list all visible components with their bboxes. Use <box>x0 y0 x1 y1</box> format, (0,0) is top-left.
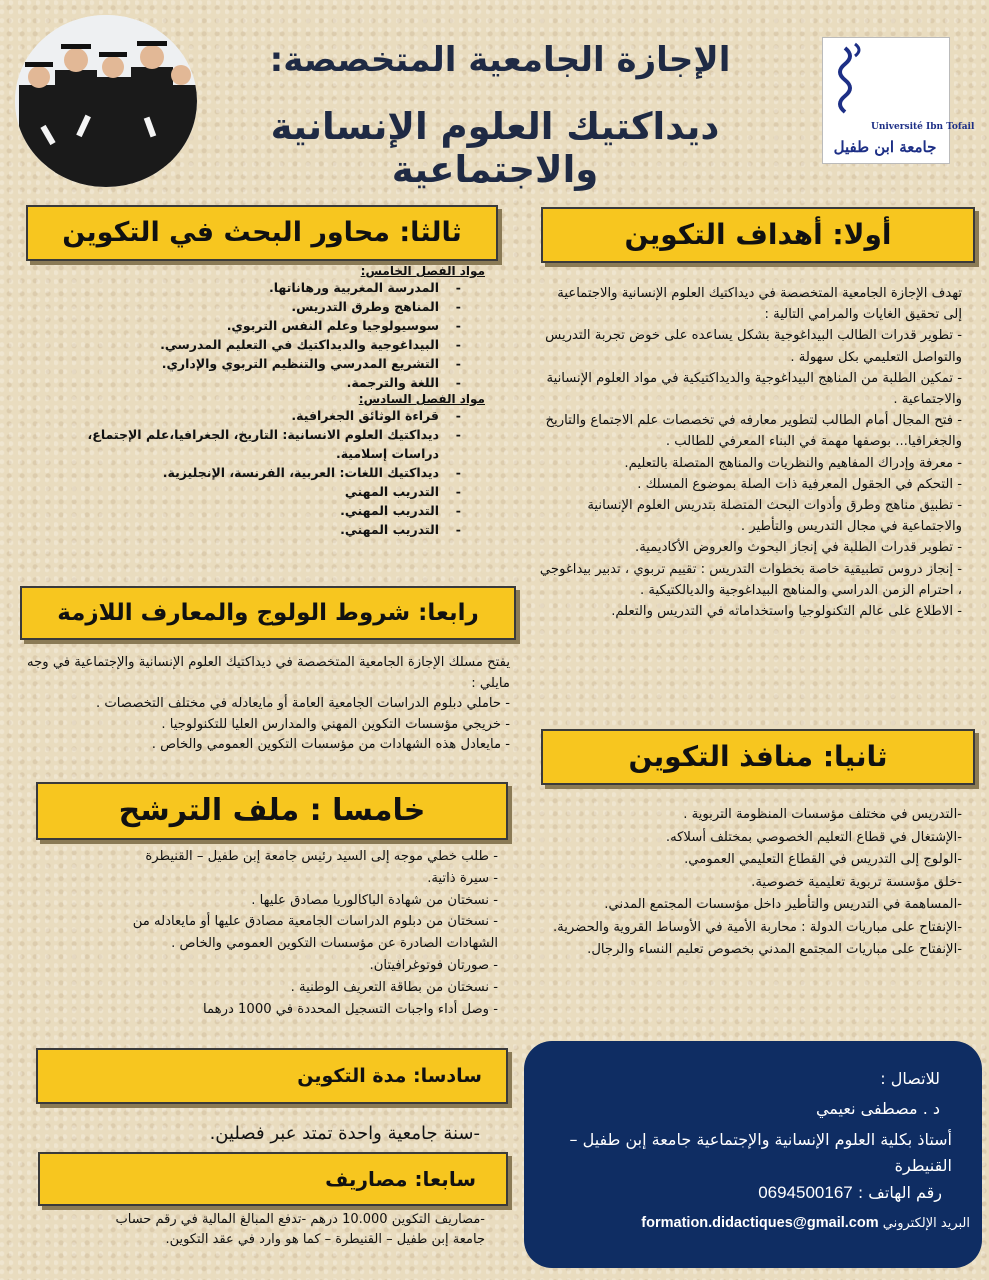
contact-card <box>524 1041 982 1268</box>
section-outlets-heading: ثانيا: منافذ التكوين <box>541 729 975 785</box>
semester6-item: - قراءة الوثائق الجغرافية. <box>40 406 465 425</box>
semester5-item: - البيداغوجية والديداكتيك في التعليم المدرسي. <box>40 335 465 354</box>
phone-label: رقم الهاتف : <box>857 1183 942 1202</box>
objective-item: - تطوير قدرات الطالب البيداغوجية بشكل يساعده على خوض تجربة التدريس والتواصل التعليمي بكل سهولة . <box>545 328 962 365</box>
page-title-line1: الإجازة الجامعية المتخصصة: <box>269 40 731 80</box>
outlet-item: -الولوج إلى التدريس في القطاع التعليمي العمومي. <box>684 852 962 867</box>
outlet-item: -الإنفتاح على مباريات المجتمع المدني بخصوص تعليم النساء والرجال. <box>587 942 962 957</box>
duration-heading-text: سادسا: مدة التكوين <box>297 1065 482 1087</box>
section-application-heading: خامسا : ملف الترشح <box>36 782 508 840</box>
email-label: البريد الإلكتروني <box>882 1216 970 1231</box>
semester5-item: - المناهج وطرق التدريس. <box>40 297 465 316</box>
email-address[interactable]: formation.didactiques@gmail.com <box>641 1215 879 1231</box>
section-research-heading: ثالثا: محاور البحث في التكوين <box>26 205 498 261</box>
admission-conditions <box>5 653 510 756</box>
semester5-item: - المدرسة المغربية ورهاناتها. <box>40 278 465 297</box>
outlet-item: -المساهمة في التدريس والتأطير داخل مؤسسات المجتمع المدني. <box>604 897 962 912</box>
contact-phone-row <box>758 1183 942 1203</box>
semester5-item: - سوسيولوجيا وعلم النفس التربوي. <box>40 316 465 335</box>
contact-label: للاتصال : <box>880 1069 940 1088</box>
research-axes <box>40 264 485 539</box>
outlet-item: -التدريس في مختلف مؤسسات المنظومة التربوية . <box>683 807 962 822</box>
objective-item: - إنجاز دروس تطبيقية خاصة بخطوات التدريس : تقييم تربوي ، تدبير بيداغوجي ، احترام الزمن الدراسي والمناهج البيداغوجية والديالكتيكية . <box>539 561 962 598</box>
application-file-list <box>90 846 498 1020</box>
contact-name: د . مصطفى نعيمي <box>815 1099 940 1118</box>
semester6-item: - التدريب المهني. <box>40 520 465 539</box>
admission-item: يفتح مسلك الإجازة الجامعية المتخصصة في ديداكتيك العلوم الإنسانية والإجتماعية في وجه مايلي : <box>27 655 510 691</box>
semester5-item: - التشريع المدرسي والتنظيم التربوي والإداري. <box>40 354 465 373</box>
application-item: - وصل أداء واجبات التسجيل المحددة في 1000 درهما <box>203 1001 498 1017</box>
contact-role: أستاذ بكلية العلوم الإنسانية والإجتماعية جامعة إبن طفيل – القنيطرة <box>569 1130 952 1175</box>
fees-text: -مصاريف التكوين 10.000 درهم -تدفع المبالغ المالية في رقم حساب جامعة إبن طفيل – القنيطرة – كما هو وارد في عقد التكوين. <box>115 1212 485 1247</box>
semester5-item: - اللغة والترجمة. <box>40 373 465 392</box>
objective-item: - التحكم في الحقول المعرفية ذات الصلة بموضوع المسلك . <box>637 476 962 492</box>
section-admission-heading: رابعا: شروط الولوج والمعارف اللازمة <box>20 586 516 640</box>
logo-arabic-text: جامعة ابن طفيل <box>833 138 937 156</box>
application-item: - نسختان من بطاقة التعريف الوطنية . <box>290 979 498 995</box>
section-duration-heading <box>36 1048 508 1104</box>
duration-text: -سنة جامعية واحدة تمتد عبر فصلين. <box>209 1123 480 1144</box>
objective-item: - معرفة وإدراك المفاهيم والنظريات والمناهج المتصلة بالتعليم. <box>624 455 962 471</box>
semester6-item: - التدريب المهني <box>40 482 465 501</box>
section-fees-heading <box>38 1152 508 1206</box>
admission-item: - حاملي دبلوم الدراسات الجامعية العامة أو مايعادله في مختلف التخصصات . <box>95 696 510 711</box>
semester5-title: مواد الفصل الخامس: <box>360 264 485 278</box>
graduates-photo <box>15 15 197 187</box>
objective-item: - تمكين الطلبة من المناهج البيداغوجية والديداكتيكية في مواد العلوم الإنسانية والاجتماعية . <box>546 370 962 408</box>
section-objectives-heading: أولا: أهداف التكوين <box>541 207 975 263</box>
application-item: - طلب خطي موجه إلى السيد رئيس جامعة إبن طفيل – القنيطرة <box>145 849 498 864</box>
semester6-item: - التدريب المهني. <box>40 501 465 520</box>
semester6-item: - ديداكتيك العلوم الانسانية: التاريخ، الجغرافيا،علم الإجتماع، دراسات إسلامية. <box>40 425 465 463</box>
semester6-item: - ديداكتيك اللغات: العربية، الفرنسة، الإنجليزية. <box>40 463 465 482</box>
fees-heading-text: سابعا: مصاريف <box>325 1167 476 1191</box>
objectives-list <box>537 283 962 622</box>
objective-item: - الاطلاع على عالم التكنولوجيا واستخداماته في التدريس والتعلم. <box>611 604 962 620</box>
outlets-list <box>537 804 962 962</box>
university-logo <box>822 37 975 164</box>
objective-item: - فتح المجال أمام الطالب لتطوير معارفه في تخصصات علم الاجتماع والتاريخ والجغرافيا... بوصفها مهمة في البناء المعرفي للطالب . <box>545 413 962 450</box>
admission-item: - خريجي مؤسسات التكوين المهني والمدارس العليا للتكنولوجيا . <box>161 716 510 732</box>
application-item: - سيرة ذاتية. <box>427 870 498 886</box>
admission-item: - مايعادل هذه الشهادات من مؤسسات التكوين العمومي والخاص . <box>151 737 510 752</box>
outlet-item: -الإشتغال في قطاع التعليم الخصوصي بمختلف أسلاكه. <box>665 829 962 845</box>
page-title-line2: ديداكتيك العلوم الإنسانية والاجتماعية <box>270 105 720 191</box>
application-item: - نسختان من شهادة الباكالوريا مصادق عليها . <box>251 892 498 908</box>
contact-email-row <box>641 1215 970 1231</box>
application-item: - صورتان فوتوغرافيتان. <box>369 957 498 973</box>
semester6-title: مواد الفصل السادس: <box>358 392 485 406</box>
objective-item: - تطوير قدرات الطلبة في إنجاز البحوث والعروض الأكاديمية. <box>635 540 962 556</box>
objective-item: - تطبيق مناهج وطرق وأدوات البحث المتصلة بتدريس العلوم الإنسانية والاجتماعية في مجال التدريس والتأطير . <box>587 498 962 535</box>
phone-number[interactable]: 0694500167 <box>758 1183 853 1202</box>
objective-item: تهدف الإجازة الجامعية المتخصصة في ديداكتيك العلوم الإنسانية والاجتماعية إلى تحقيق الغايات والمرامي التالية : <box>557 286 962 323</box>
application-item: - نسختان من دبلوم الدراسات الجامعية مصادق عليها أو مايعادله من الشهادات الصادرة عن مؤسسات التكوين العمومي والخاص . <box>132 914 498 952</box>
logo-latin-text: Université Ibn Tofail <box>871 122 975 132</box>
outlet-item: -خلق مؤسسة تربوية تعليمية خصوصية. <box>751 874 962 890</box>
outlet-item: -الإنفتاح على مباريات الدولة : محاربة الأمية في الأوساط القروية والحضرية. <box>552 919 962 935</box>
